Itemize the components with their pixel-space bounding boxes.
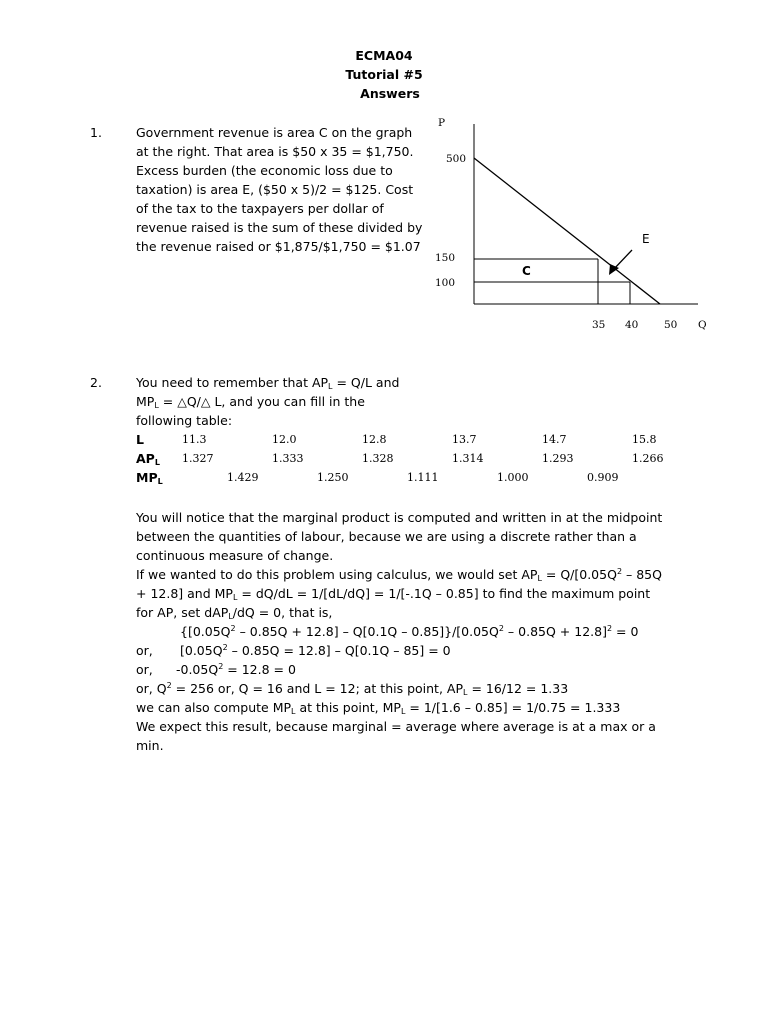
subscript: L xyxy=(400,707,406,716)
text: – 0.85Q + 12.8] xyxy=(503,624,607,639)
table-cell: 12.8 xyxy=(362,433,387,446)
x-axis-label: Q xyxy=(698,319,707,331)
q2-intro-line-3: following table: xyxy=(136,413,233,428)
superscript: 2 xyxy=(222,643,228,652)
y-axis-label: P xyxy=(438,117,446,129)
y-tick-150: 150 xyxy=(435,252,456,264)
text: -0.05Q xyxy=(176,662,219,677)
q2-intro-line-1 xyxy=(136,373,399,392)
text: or, xyxy=(136,662,153,677)
subscript: L xyxy=(232,593,238,602)
question-2-intro xyxy=(136,373,399,430)
calc-line-4 xyxy=(136,622,662,641)
answers-subtitle: Answers xyxy=(360,86,420,101)
table-cell: 1.327 xyxy=(182,452,214,465)
paragraph-line: You will notice that the marginal product is computed and written in at the midpoint xyxy=(136,510,663,525)
table-cell: 1.266 xyxy=(632,452,664,465)
superscript: 2 xyxy=(606,624,613,633)
table-cell: 1.250 xyxy=(317,471,349,484)
course-code: ECMA04 xyxy=(355,48,413,63)
text: – 85Q xyxy=(622,567,662,582)
calc-line-6 xyxy=(136,660,662,679)
q1-line: at the right. That area is $50 x 35 = $1,750. xyxy=(136,144,414,159)
tax-graph xyxy=(0,0,768,340)
subscript: L xyxy=(157,477,163,486)
q1-line: taxation) is area E, ($50 x 5)/2 = $125. Cost xyxy=(136,182,414,197)
text: = 16/12 = 1.33 xyxy=(467,681,569,696)
subscript: L xyxy=(537,574,542,583)
table-cell: 15.8 xyxy=(632,433,657,446)
q1-line: Excess burden (the economic loss due to xyxy=(136,163,393,178)
midpoint-explanation xyxy=(136,508,662,565)
question-1-number: 1. xyxy=(90,125,102,140)
table-cell: 1.328 xyxy=(362,452,394,465)
q2-intro-line-2 xyxy=(136,392,399,411)
text: You need to remember that AP xyxy=(136,375,329,390)
calc-line-3 xyxy=(136,603,662,622)
table-cell: 1.111 xyxy=(407,471,439,484)
text: at this point, MP xyxy=(295,700,401,715)
text: for AP, set dAP xyxy=(136,605,229,620)
question-2-number: 2. xyxy=(90,375,102,390)
superscript: 2 xyxy=(616,567,623,576)
text: = 256 or, Q = 16 and L = 12; at this point, AP xyxy=(171,681,463,696)
subscript: L xyxy=(154,458,160,467)
calc-line-1 xyxy=(136,565,662,584)
table-cell: 13.7 xyxy=(452,433,477,446)
calculus-derivation xyxy=(136,565,662,755)
x-tick-50: 50 xyxy=(664,319,678,331)
text: we can also compute MP xyxy=(136,700,292,715)
text: = 0 xyxy=(612,624,639,639)
table-cell: 1.000 xyxy=(497,471,529,484)
text: = 1/[1.6 – 0.85] = 1/0.75 = 1.333 xyxy=(405,700,621,715)
calc-line-9: We expect this result, because marginal = average where average is at a max or a xyxy=(136,719,656,734)
text: or, xyxy=(136,643,153,658)
text: = dQ/dL = 1/[dL/dQ] = 1/[-.1Q – 0.85] to find the maximum point xyxy=(237,586,651,601)
text: – 0.85Q = 12.8] – Q[0.1Q – 85] = 0 xyxy=(227,643,451,658)
q1-line: the revenue raised or $1,875/$1,750 = $1.07 xyxy=(136,239,421,254)
row-l-label: L xyxy=(136,432,144,447)
area-c-label: C xyxy=(522,264,531,278)
table-cell: 1.333 xyxy=(272,452,304,465)
table-cell: 12.0 xyxy=(272,433,297,446)
text: + 12.8] and MP xyxy=(136,586,233,601)
superscript: 2 xyxy=(218,662,224,671)
calc-line-7 xyxy=(136,679,662,698)
subscript: L xyxy=(328,382,333,391)
text: = △Q/△ L, and you can fill in the xyxy=(158,394,365,409)
table-cell: 1.314 xyxy=(452,452,484,465)
calc-line-5 xyxy=(136,641,662,660)
subscript: L xyxy=(291,707,296,716)
superscript: 2 xyxy=(498,624,504,633)
y-tick-500: 500 xyxy=(446,153,467,165)
q1-line: revenue raised is the sum of these divided by xyxy=(136,220,423,235)
text: If we wanted to do this problem using calculus, we would set AP xyxy=(136,567,538,582)
superscript: 2 xyxy=(166,681,172,690)
text: or, Q xyxy=(136,681,167,696)
q1-line: Government revenue is area C on the graph xyxy=(136,125,413,140)
text: /dQ = 0, that is, xyxy=(232,605,333,620)
text: MP xyxy=(136,470,158,485)
row-mp-label xyxy=(136,468,163,487)
paragraph-line: continuous measure of change. xyxy=(136,548,334,563)
paragraph-line: between the quantities of labour, because we are using a discrete rather than a xyxy=(136,529,637,544)
text: = 12.8 = 0 xyxy=(223,662,296,677)
x-tick-35: 35 xyxy=(592,319,606,331)
table-cell: 0.909 xyxy=(587,471,619,484)
table-cell: 11.3 xyxy=(182,433,207,446)
row-ap-label xyxy=(136,449,160,468)
tutorial-title: Tutorial #5 xyxy=(345,67,423,82)
calc-line-2 xyxy=(136,584,662,603)
text: MP xyxy=(136,394,155,409)
text: – 0.85Q + 12.8] – Q[0.1Q – 0.85]}/[0.05Q xyxy=(235,624,499,639)
text: = Q/[0.05Q xyxy=(541,567,617,582)
table-cell: 14.7 xyxy=(542,433,567,446)
calc-line-10: min. xyxy=(136,738,164,753)
x-tick-40: 40 xyxy=(625,319,639,331)
text: [0.05Q xyxy=(180,643,223,658)
subscript: L xyxy=(463,688,468,697)
text: {[0.05Q xyxy=(180,624,231,639)
table-cell: 1.429 xyxy=(227,471,259,484)
table-cell: 1.293 xyxy=(542,452,574,465)
superscript: 2 xyxy=(230,624,236,633)
subscript: L xyxy=(154,401,159,410)
subscript: L xyxy=(228,612,233,621)
calc-line-8 xyxy=(136,698,662,717)
area-e-label: E xyxy=(642,232,650,246)
text: AP xyxy=(136,451,155,466)
q1-line: of the tax to the taxpayers per dollar of xyxy=(136,201,384,216)
y-tick-100: 100 xyxy=(435,277,456,289)
text: = Q/L and xyxy=(332,375,400,390)
